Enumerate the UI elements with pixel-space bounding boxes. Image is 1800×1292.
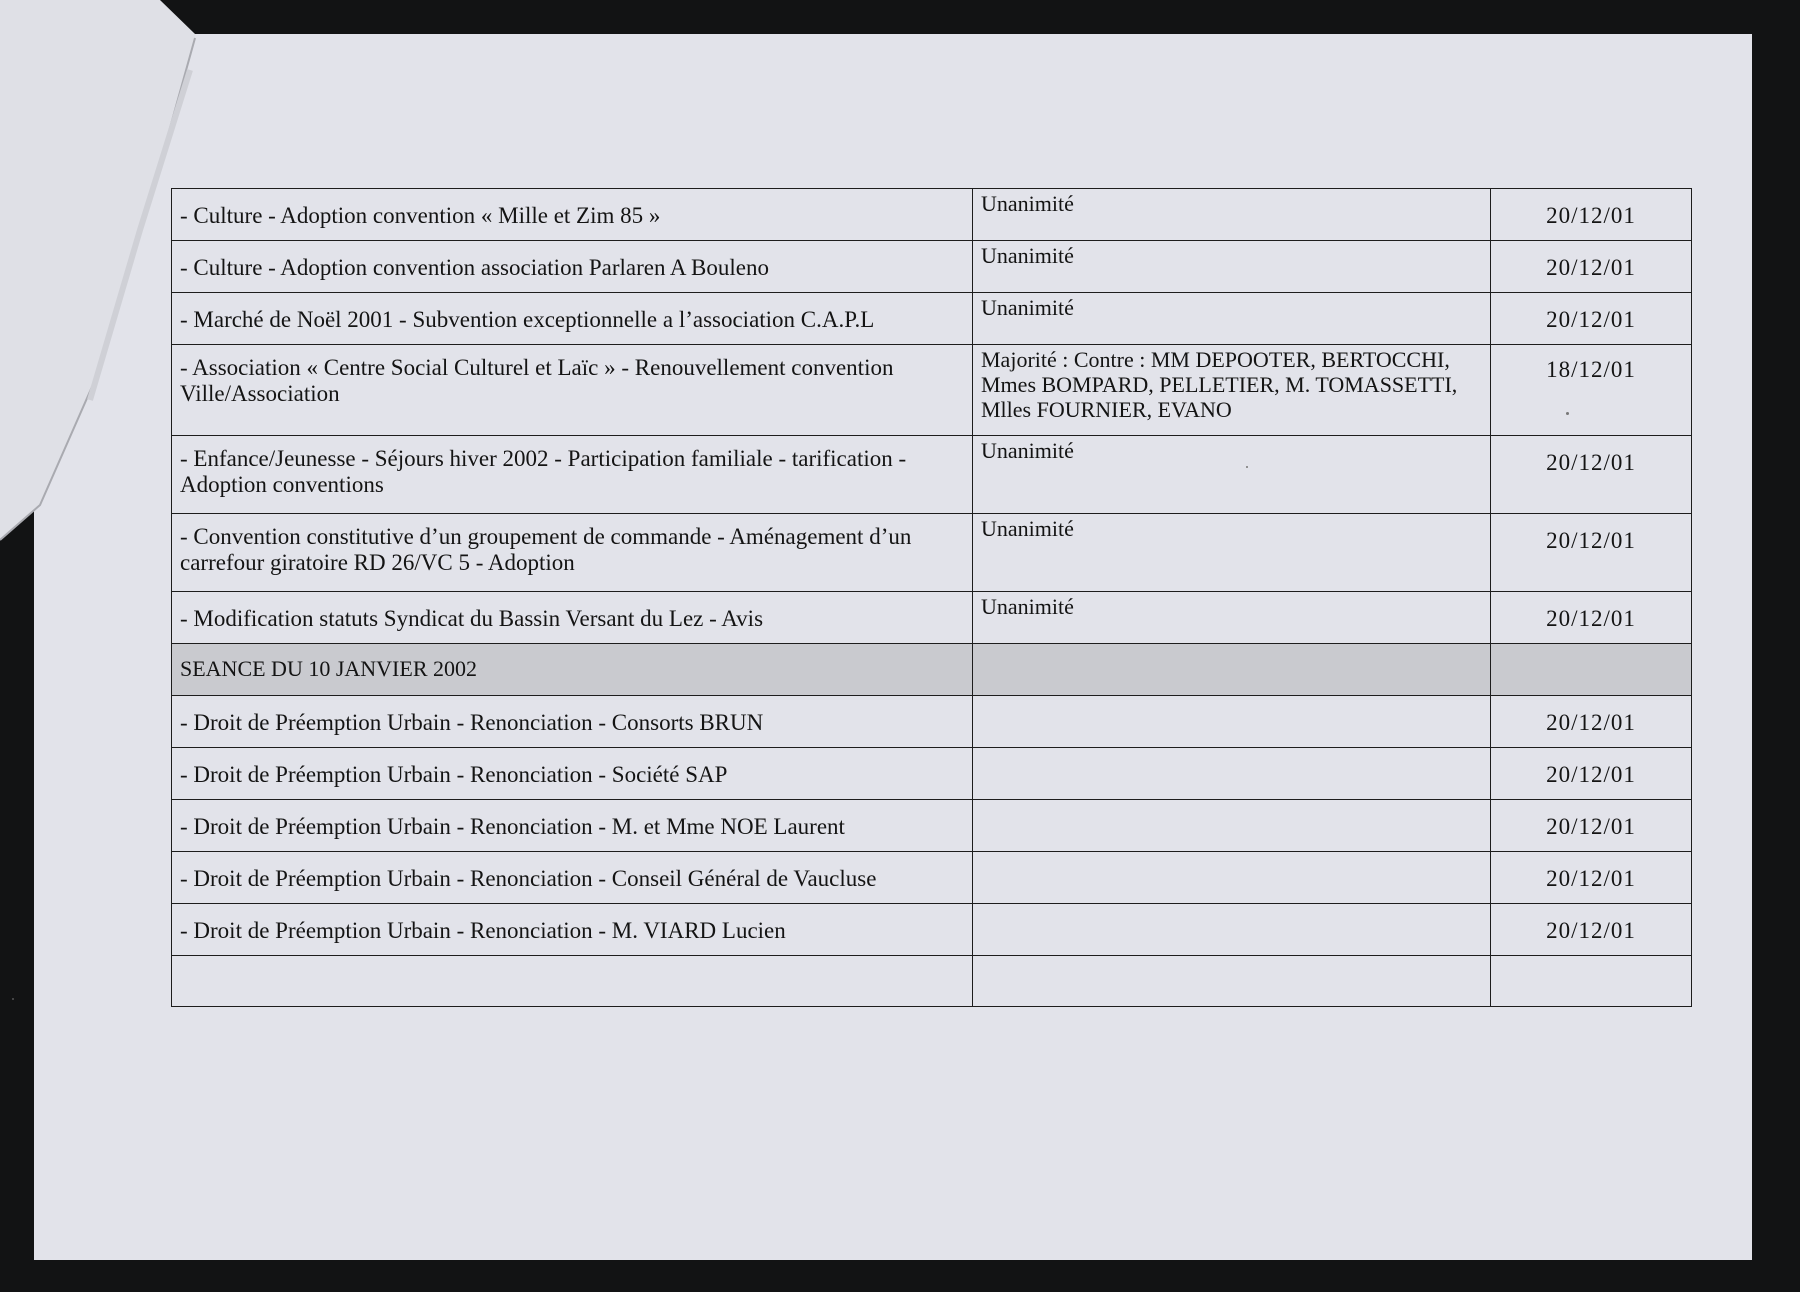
table-row bbox=[172, 904, 1692, 956]
subject-cell: - Modification statuts Syndicat du Bassin Versant du Lez - Avis bbox=[172, 592, 973, 644]
date-cell: 20/12/01 bbox=[1491, 189, 1692, 241]
subject-cell: - Enfance/Jeunesse - Séjours hiver 2002 - Participation familiale - tarification - Adoption conventions bbox=[172, 436, 973, 514]
vote-cell: Unanimité bbox=[973, 436, 1491, 514]
table-row bbox=[172, 241, 1692, 293]
date-cell: 20/12/01 bbox=[1491, 514, 1692, 592]
vote-cell bbox=[973, 800, 1491, 852]
subject-cell: - Culture - Adoption convention « Mille et Zim 85 » bbox=[172, 189, 973, 241]
vote-cell: Majorité : Contre : MM DEPOOTER, BERTOCCHI, Mmes BOMPARD, PELLETIER, M. TOMASSETTI, Mlles FOURNIER, EVANO bbox=[973, 345, 1491, 436]
vote-cell bbox=[973, 904, 1491, 956]
folded-page-corner bbox=[0, 0, 200, 560]
date-cell: 20/12/01 bbox=[1491, 904, 1692, 956]
date-cell: 20/12/01 bbox=[1491, 800, 1692, 852]
section-title: SEANCE DU 10 JANVIER 2002 bbox=[172, 644, 973, 696]
curled-sheet bbox=[0, 0, 195, 540]
deliberations-table bbox=[171, 188, 1692, 1007]
table-row bbox=[172, 345, 1692, 436]
table-row bbox=[172, 293, 1692, 345]
subject-cell: - Droit de Préemption Urbain - Renonciation - M. VIARD Lucien bbox=[172, 904, 973, 956]
subject-cell: - Droit de Préemption Urbain - Renonciation - Conseil Général de Vaucluse bbox=[172, 852, 973, 904]
table-row bbox=[172, 748, 1692, 800]
subject-cell: - Droit de Préemption Urbain - Renonciation - M. et Mme NOE Laurent bbox=[172, 800, 973, 852]
section-header-row bbox=[172, 644, 1692, 696]
subject-cell: - Association « Centre Social Culturel et Laïc » - Renouvellement convention Ville/Association bbox=[172, 345, 973, 436]
table-row bbox=[172, 436, 1692, 514]
scan-speck bbox=[1246, 466, 1248, 468]
table-row bbox=[172, 696, 1692, 748]
date-cell: 20/12/01 bbox=[1491, 592, 1692, 644]
table-row bbox=[172, 514, 1692, 592]
date-cell: 20/12/01 bbox=[1491, 852, 1692, 904]
subject-cell: - Culture - Adoption convention association Parlaren A Bouleno bbox=[172, 241, 973, 293]
subject-cell: - Droit de Préemption Urbain - Renonciation - Société SAP bbox=[172, 748, 973, 800]
date-cell: 20/12/01 bbox=[1491, 696, 1692, 748]
vote-cell bbox=[973, 852, 1491, 904]
table-row bbox=[172, 592, 1692, 644]
date-cell: 20/12/01 bbox=[1491, 293, 1692, 345]
section-date-cell bbox=[1491, 644, 1692, 696]
section-vote-cell bbox=[973, 644, 1491, 696]
vote-cell: Unanimité bbox=[973, 592, 1491, 644]
folded-page-corner-shape bbox=[0, 0, 200, 560]
date-cell: 20/12/01 bbox=[1491, 436, 1692, 514]
vote-cell: Unanimité bbox=[973, 241, 1491, 293]
subject-cell: - Convention constitutive d’un groupement de commande - Aménagement d’un carrefour giratoire RD 26/VC 5 - Adoption bbox=[172, 514, 973, 592]
empty-subject-cell bbox=[172, 956, 973, 1007]
scan-speck bbox=[1566, 412, 1569, 415]
empty-vote-cell bbox=[973, 956, 1491, 1007]
table-row bbox=[172, 852, 1692, 904]
date-cell: 18/12/01 bbox=[1491, 345, 1692, 436]
date-cell: 20/12/01 bbox=[1491, 241, 1692, 293]
vote-cell: Unanimité bbox=[973, 293, 1491, 345]
subject-cell: - Droit de Préemption Urbain - Renonciation - Consorts BRUN bbox=[172, 696, 973, 748]
vote-cell bbox=[973, 748, 1491, 800]
empty-date-cell bbox=[1491, 956, 1692, 1007]
empty-table-row bbox=[172, 956, 1692, 1007]
table-row bbox=[172, 800, 1692, 852]
vote-cell bbox=[973, 696, 1491, 748]
scan-speck bbox=[12, 998, 14, 1000]
subject-cell: - Marché de Noël 2001 - Subvention exceptionnelle a l’association C.A.P.L bbox=[172, 293, 973, 345]
table-row bbox=[172, 189, 1692, 241]
vote-cell: Unanimité bbox=[973, 189, 1491, 241]
date-cell: 20/12/01 bbox=[1491, 748, 1692, 800]
vote-cell: Unanimité bbox=[973, 514, 1491, 592]
